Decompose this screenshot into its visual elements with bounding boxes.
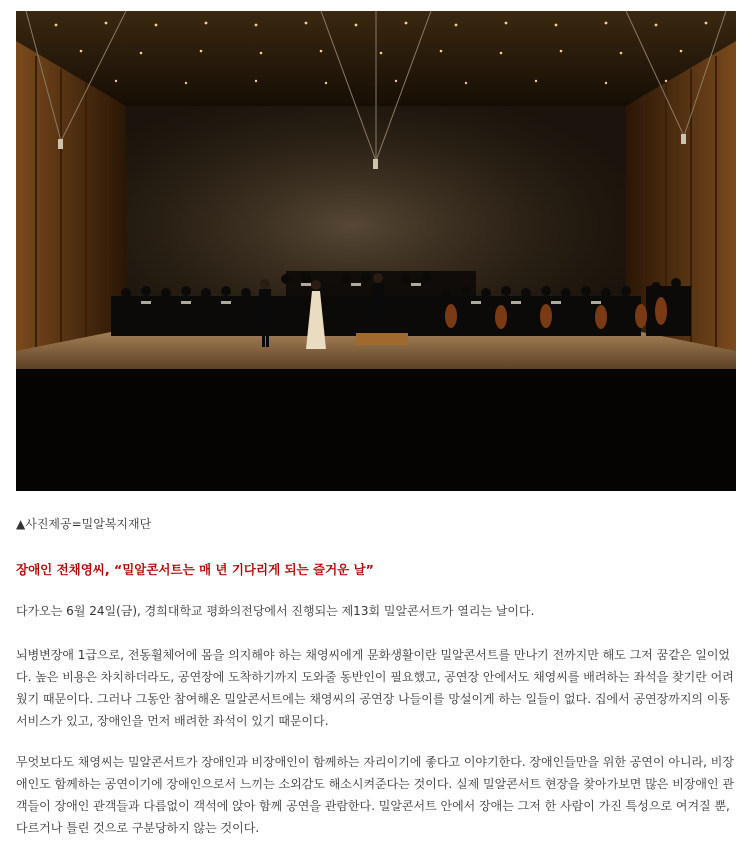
concert-stage-illustration: [16, 11, 736, 491]
article-paragraph: 다가오는 6월 24일(금), 경희대학교 평화의전당에서 진행되는 제13회 밀알콘서트가 열리는 날이다.: [16, 604, 535, 618]
concert-stage-photo: [16, 11, 736, 491]
article-paragraph: 무엇보다도 채영씨는 밀알콘서트가 장애인과 비장애인이 함께하는 자리이기에 좋다고 이야기한다. 장애인들만을 위한 공연이 아니라, 비장애인도 함께하는 공연이기에 장애인으로서 느끼는 소외감도 해소시켜준다는 것이다. 실제 밀알콘서트 현장을 찾아가보면 많은 비장애인 관객들이 장애인 관객들과 다름없이 객석에 앉아 함께 공연을 관람한다. 밀알콘서트 안에서 장애는 그저 한 사람이 가진 특성으로 여겨질 뿐, 다르거나 틀린 것으로 구분당하지 않는 것이다.: [16, 755, 734, 835]
photo-caption: ▲사진제공=밀알복지재단: [16, 517, 152, 531]
article-paragraph: 뇌병변장애 1급으로, 전동휠체어에 몸을 의지해야 하는 채영씨에게 문화생활이란 밀알콘서트를 만나기 전까지만 해도 그저 꿈같은 일이었다. 높은 비용은 차치하더라도, 공연장에 도착하기까지 도와줄 동반인이 필요했고, 공연장 안에서도 채영씨를 배려하는 좌석을 찾기란 어려웠기 때문이다. 그러나 그동안 참여해온 밀알콘서트에는 채영씨의 공연장 나들이를 망설이게 하는 일들이 없다. 집에서 공연장까지의 이동서비스가 있고, 장애인을 먼저 배려한 좌석이 있기 때문이다.: [16, 648, 734, 728]
article-subheading: 장애인 전채영씨, “밀알콘서트는 매 년 기다리게 되는 즐거운 날”: [16, 562, 374, 577]
